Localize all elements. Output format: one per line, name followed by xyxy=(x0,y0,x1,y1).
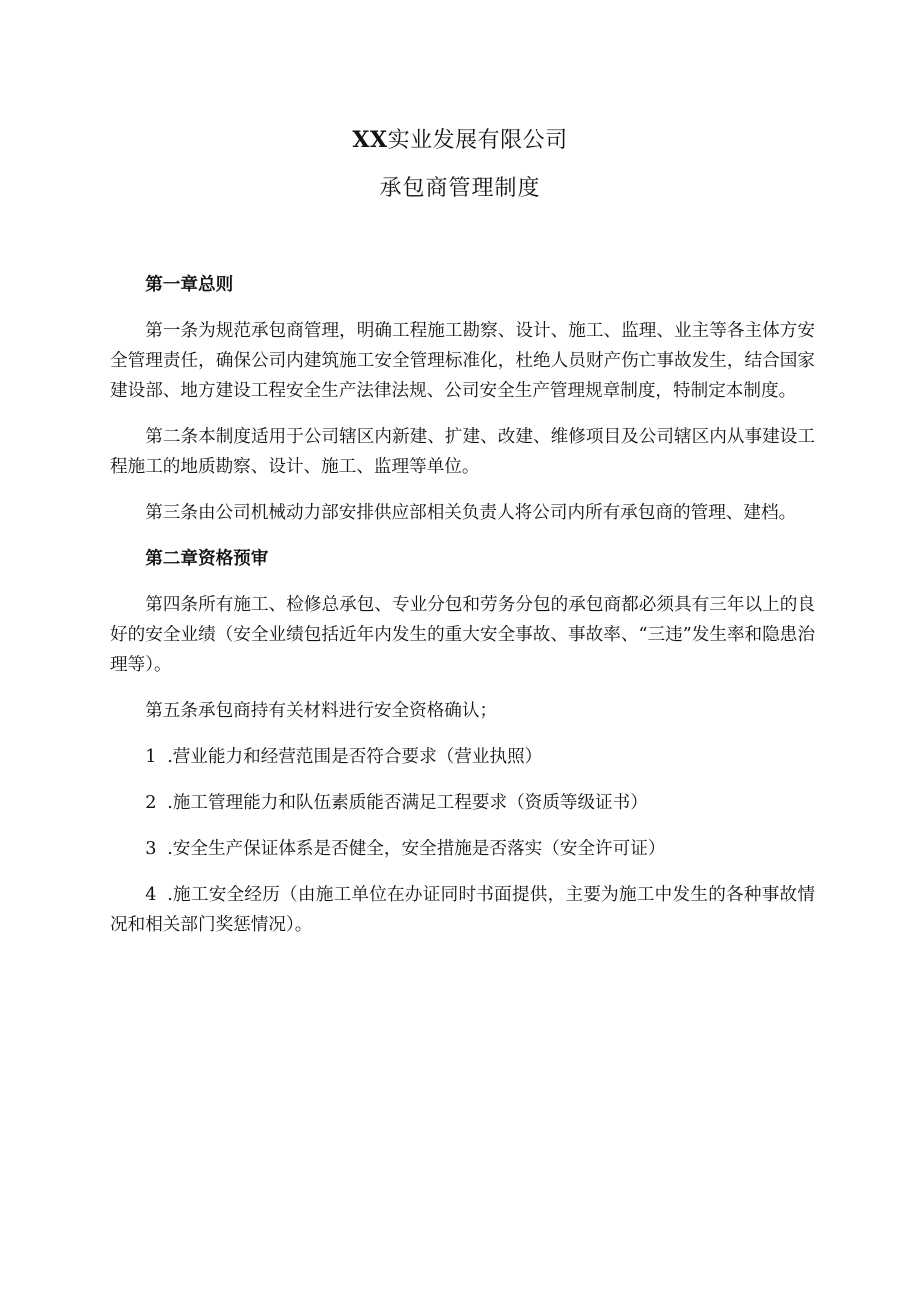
list-item-text: .营业能力和经营范围是否符合要求（营业执照） xyxy=(167,747,543,767)
list-item-text: .施工管理能力和队伍素质能否满足工程要求（资质等级证书） xyxy=(167,793,648,813)
list-item-text: .施工安全经历（由施工单位在办证同时书面提供，主要为施工中发生的各种事故情况和相关部门奖惩情况）。 xyxy=(110,885,815,935)
company-title-rest: 实业发展有限公司 xyxy=(387,128,568,153)
document-body xyxy=(110,270,815,956)
list-item xyxy=(110,834,815,864)
list-item xyxy=(110,742,815,772)
company-title-prefix: XX xyxy=(352,127,388,153)
list-item-number: 1 xyxy=(145,747,157,767)
chapter-1-heading: 第一章总则 xyxy=(145,274,234,295)
article-2: 第二条本制度适用于公司辖区内新建、扩建、改建、维修项目及公司辖区内从事建设工程施工的地质勘察、设计、施工、监理等单位。 xyxy=(110,427,815,477)
article-3: 第三条由公司机械动力部安排供应部相关负责人将公司内所有承包商的管理、建档。 xyxy=(145,503,797,523)
chapter-2-heading: 第二章资格预审 xyxy=(145,548,269,569)
list-item-number: 4 xyxy=(145,885,157,905)
list-item xyxy=(110,880,815,940)
list-item xyxy=(110,788,815,818)
list-item-text: .安全生产保证体系是否健全，安全措施是否落实（安全许可证） xyxy=(167,839,666,859)
article-5: 第五条承包商持有关材料进行安全资格确认； xyxy=(145,701,498,721)
company-title xyxy=(0,124,920,157)
article-1: 第一条为规范承包商管理，明确工程施工勘察、设计、施工、监理、业主等各主体方安全管理责任，确保公司内建筑施工安全管理标准化，杜绝人员财产伤亡事故发生，结合国家建设部、地方建设工程安全生产法律法规、公司安全生产管理规章制度，特制定本制度。 xyxy=(110,321,815,401)
document-title: 承包商管理制度 xyxy=(379,176,541,201)
list-item-number: 3 xyxy=(145,839,157,859)
list-item-number: 2 xyxy=(145,793,157,813)
article-4: 第四条所有施工、检修总承包、专业分包和劳务分包的承包商都必须具有三年以上的良好的安全业绩（安全业绩包括近年内发生的重大安全事故、事故率、“三违”发生率和隐患治理等）。 xyxy=(110,595,815,675)
